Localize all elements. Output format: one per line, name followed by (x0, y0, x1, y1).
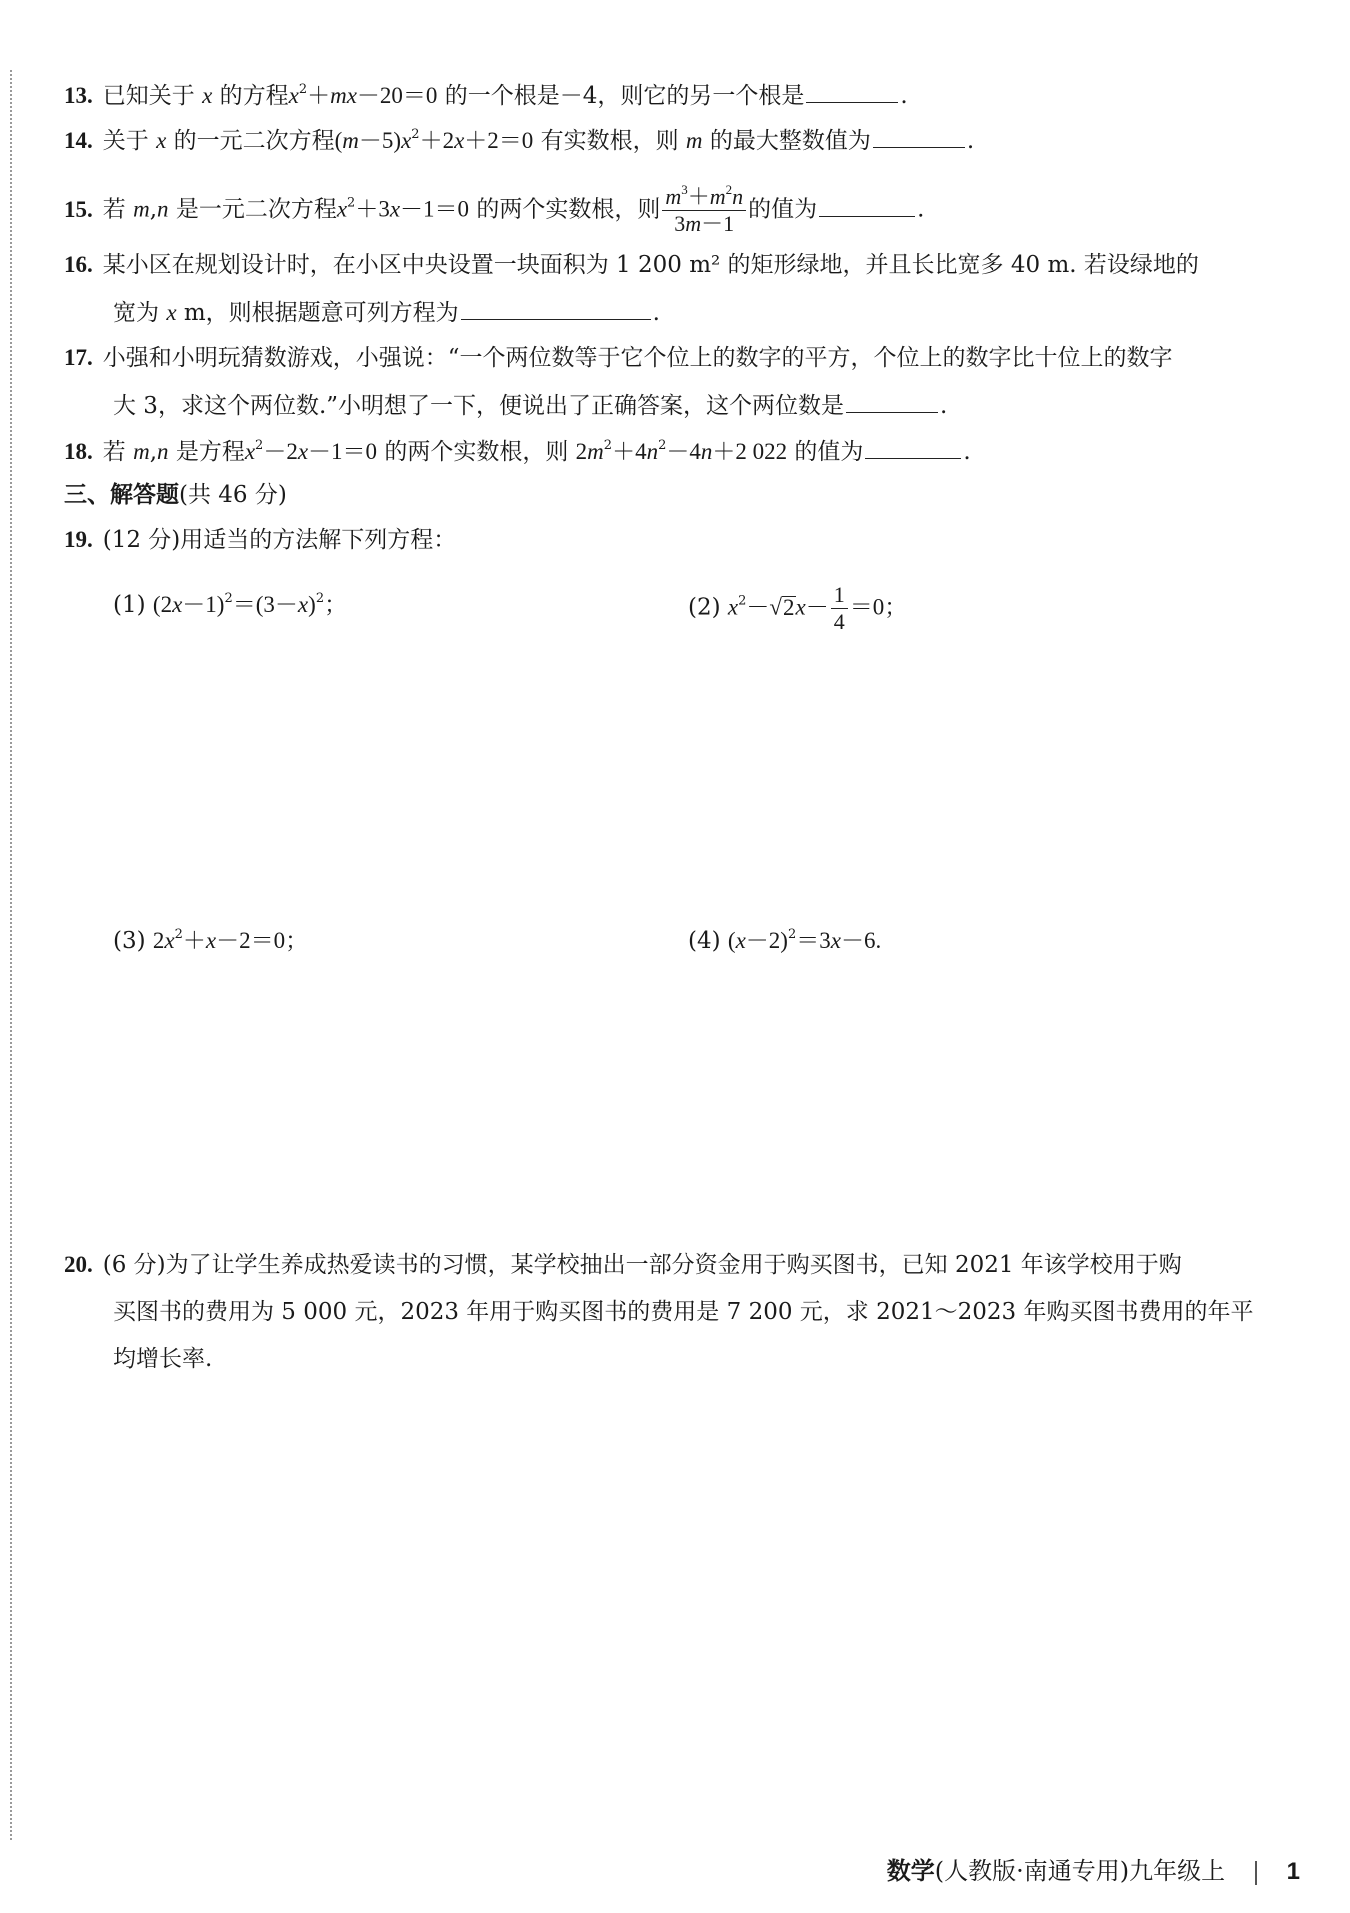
page-footer (887, 1856, 1300, 1887)
answer-blank-17[interactable] (846, 390, 938, 413)
question-15: 15. 若 m,n 是一元二次方程$x^2+3x-1=0$ 的两个实数根，则 $\frac{m^3+m^2n}{3m-1}$ 的值为 . (64, 182, 925, 236)
footer-edition: (人教版·南通专用)九年级上 (934, 1857, 1226, 1885)
question-19: 19. (12 分)用适当的方法解下列方程： (64, 527, 457, 553)
question-20: 20. (6 分)为了让学生养成热爱读书的习惯，某学校抽出一部分资金用于购买图书，已知 2021 年该学校用于购 (64, 1252, 1182, 1278)
answer-blank-14[interactable] (873, 125, 965, 148)
answer-blank-15[interactable] (819, 194, 915, 217)
question-17: 17. 小强和小明玩猜数游戏，小强说：“一个两位数等于它个位上的数字的平方，个位上的数字比十位上的数字 (64, 345, 1173, 371)
question-18: 18. 若 m,n 是方程$x^2-2x-1=0$ 的两个实数根，则 $2m^2+4n^2-4n+2$ 022 的值为 . (64, 438, 971, 465)
q19-part-1: (1) $(2x-1)^2=(3-x)^2$； (113, 591, 348, 618)
q19-part-4: (4) $(x-2)^2=3x-6$. (688, 927, 882, 954)
question-20-line2: 买图书的费用为 5 000 元，2023 年用于购买图书的费用是 7 200 元，求 2021～2023 年购买图书费用的年平 (113, 1299, 1254, 1325)
binding-margin-dots (10, 70, 12, 1840)
page-number: 1 (1286, 1858, 1300, 1885)
q19-part-2: (2) $x^2-√2x-$ $\frac{1}{4}$ ＝0； (688, 582, 908, 634)
answer-blank-13[interactable] (806, 80, 898, 103)
q19-part-3: (3) $2x^2+x-2=0$； (113, 927, 309, 954)
section-heading: 三、解答题(共 46 分) (64, 481, 287, 508)
fraction-expression: $\frac{m^3+m^2n}{3m-1}$ (662, 184, 746, 237)
footer-separator (1255, 1861, 1257, 1885)
question-13: 13. 已知关于 x 的方程$x^2+mx-20=0$ 的一个根是－4，则它的另一个根是 . (64, 82, 908, 109)
footer-subject: 数学 (886, 1857, 935, 1885)
question-16: 16. 某小区在规划设计时，在小区中央设置一块面积为 1 200 m² 的矩形绿地，并且长比宽多 40 m. 若设绿地的 (64, 252, 1199, 278)
question-14: 14. 关于 x 的一元二次方程$(m-5)x^2+2x+2=0$ 有实数根，则 m 的最大整数值为 . (64, 127, 975, 154)
question-16-line2: 宽为 x m，则根据题意可列方程为 . (113, 297, 660, 328)
answer-blank-16[interactable] (461, 297, 651, 320)
question-17-line2: 大 3，求这个两位数.”小明想了一下，便说出了正确答案，这个两位数是 . (113, 390, 947, 421)
answer-blank-18[interactable] (865, 436, 961, 459)
question-20-line3: 均增长率. (113, 1346, 213, 1372)
